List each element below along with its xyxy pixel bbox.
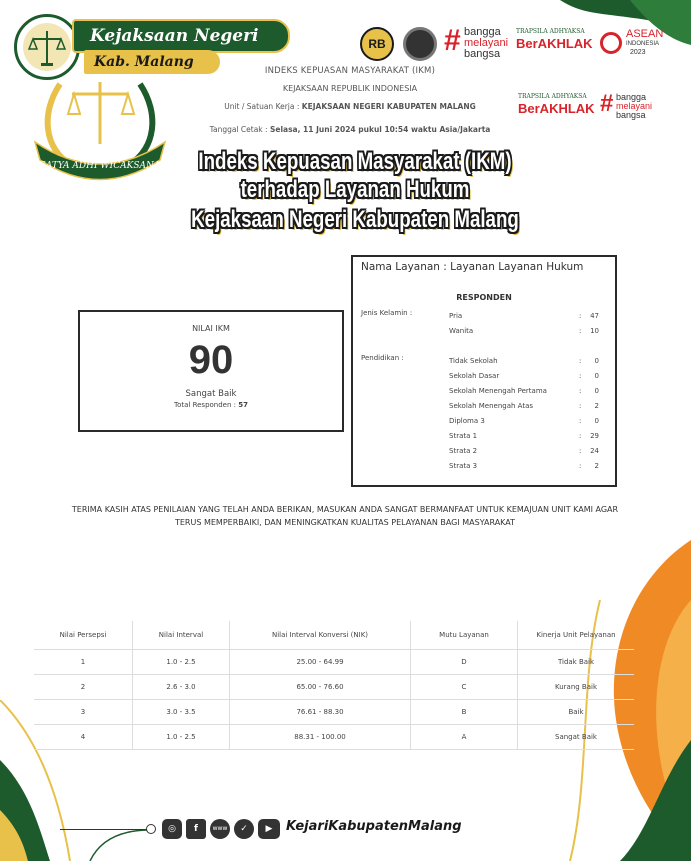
ikm-total-respondents: Total Responden : 57 [174, 401, 248, 409]
twitter-icon[interactable]: ✓ [234, 819, 254, 839]
report-title: INDEKS KEPUASAN MASYARAKAT (IKM) [264, 66, 436, 76]
youtube-icon[interactable]: ▶ [258, 819, 280, 839]
table-header-row [34, 621, 634, 650]
gender-label: Jenis Kelamin : [361, 309, 413, 317]
government-seal-icon [403, 27, 437, 61]
education-row: Diploma 3 : 0 [449, 417, 599, 425]
gender-row: Pria : 47 [449, 312, 599, 320]
education-row: Tidak Sekolah : 0 [449, 357, 599, 365]
table-header: Mutu Layanan [411, 621, 518, 650]
unit-line: Unit / Satuan Kerja : KEJAKSAAN NEGERI KABUPATEN MALANG [224, 102, 476, 111]
print-date-value: Selasa, 11 Juni 2024 pukul 10:54 waktu Asia/Jakarta [269, 125, 491, 134]
berakhlak-logo-top: TRAPSILA ADHYAKSA BerAKHLAK [516, 28, 593, 51]
education-row: Strata 3 : 2 [449, 462, 599, 470]
ikm-scale-table [34, 621, 634, 750]
table-row: 2 2.6 - 3.0 65.00 - 76.60 C Kurang Baik [34, 675, 634, 700]
table-row: 3 3.0 - 3.5 76.61 - 88.30 B Baik [34, 700, 634, 725]
unit-value: KEJAKSAAN NEGERI KABUPATEN MALANG [301, 102, 476, 111]
table-header: Nilai Persepsi [34, 621, 133, 650]
brand-region: Kab. Malang [94, 54, 194, 70]
bangga-melayani-logo-top: # bangga melayani bangsa [444, 24, 509, 60]
respondents-card [351, 255, 617, 487]
asean-circle-icon [600, 32, 622, 54]
education-row: Sekolah Menengah Atas : 2 [449, 402, 599, 410]
emblem-motto: SATYA ADHI WICAKSANA [39, 161, 161, 171]
bangga-melayani-logo-right: # bangga melayani bangsa [600, 90, 653, 120]
instagram-icon[interactable]: ◎ [162, 819, 182, 839]
brand-name-banner [72, 19, 290, 53]
respondents-heading: RESPONDEN [456, 293, 512, 302]
education-row: Strata 2 : 24 [449, 447, 599, 455]
table-row: 4 1.0 - 2.5 88.31 - 100.00 A Sangat Baik [34, 725, 634, 750]
facebook-icon[interactable]: f [186, 819, 206, 839]
kejaksaan-large-emblem [30, 64, 170, 184]
social-handle: KejariKabupatenMalang [286, 819, 462, 834]
print-date-line: Tanggal Cetak : Selasa, 11 Juni 2024 pukul 10:54 waktu Asia/Jakarta [209, 125, 491, 134]
ikm-label: NILAI IKM [192, 324, 230, 333]
education-row: Sekolah Dasar : 0 [449, 372, 599, 380]
ikm-value: 90 [188, 338, 234, 382]
headline-line1: Indeks Kepuasan Masyarakat (IKM) [198, 148, 512, 175]
gender-row: Wanita : 10 [449, 327, 599, 335]
ikm-score-card [78, 310, 344, 432]
table-header: Nilai Interval [133, 621, 230, 650]
rb-logo: RB [360, 27, 394, 61]
education-row: Strata 1 : 29 [449, 432, 599, 440]
asean-indonesia-logo: ASEAN INDONESIA 2023 [600, 28, 670, 64]
education-row: Sekolah Menengah Pertama : 0 [449, 387, 599, 395]
footer-divider [60, 829, 150, 830]
ikm-category: Sangat Baik [185, 389, 237, 399]
brand-name: Kejaksaan Negeri [90, 26, 259, 46]
footer-dot-icon [146, 824, 156, 834]
organization-name: KEJAKSAAN REPUBLIK INDONESIA [282, 84, 418, 93]
service-name: Nama Layanan : Layanan Layanan Hukum [361, 261, 584, 273]
table-row: 1 1.0 - 2.5 25.00 - 64.99 D Tidak Baik [34, 650, 634, 675]
thank-you-message: TERIMA KASIH ATAS PENILAIAN YANG TELAH ANDA BERIKAN, MASUKAN ANDA SANGAT BERMANFAAT UNTUK KEMAJUAN UNIT KAMI AGAR TERUS MEMPERBAIKI, DAN MENINGKATKAN KUALITAS PELAYANAN BAGI MASYARAKAT [71, 505, 619, 527]
web-icon[interactable]: www [210, 819, 230, 839]
berakhlak-logo-right: TRAPSILA ADHYAKSA BerAKHLAK [518, 93, 595, 116]
table-header: Nilai Interval Konversi (NIK) [230, 621, 411, 650]
education-label: Pendidikan : [361, 354, 404, 362]
headline-line3: Kejaksaan Negeri Kabupaten Malang [191, 206, 519, 233]
table-header: Kinerja Unit Pelayanan [518, 621, 635, 650]
headline-line2: terhadap Layanan Hukum [240, 176, 470, 203]
